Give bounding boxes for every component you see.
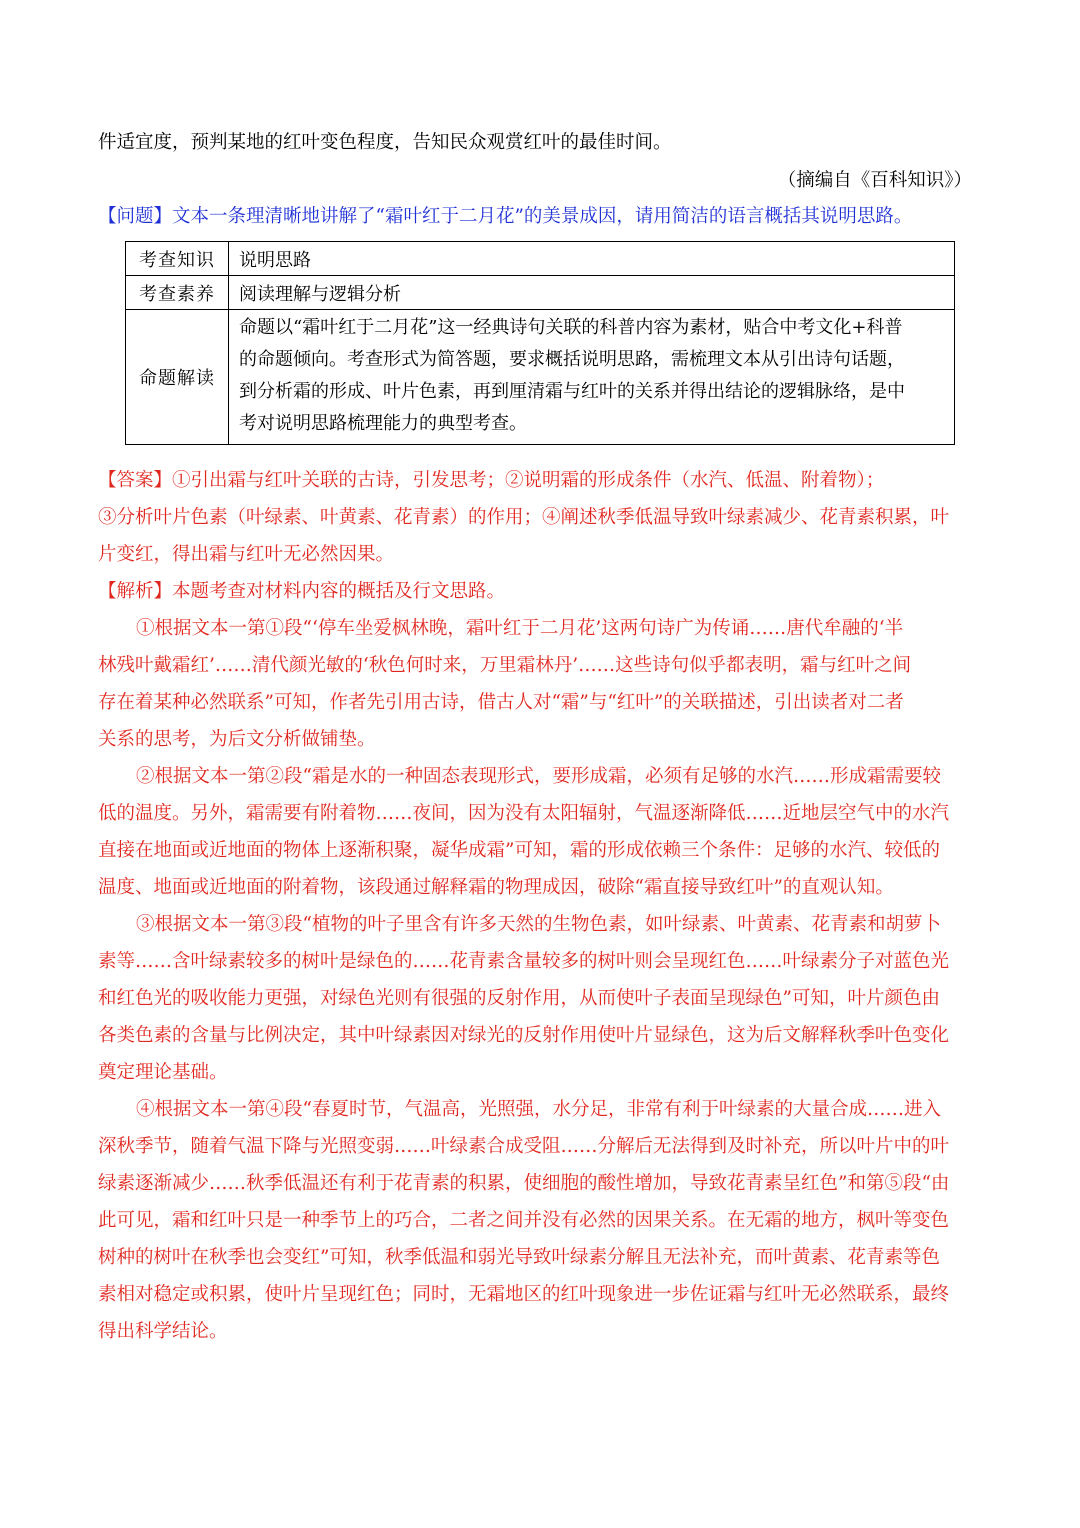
table-value: 阅读理解与逻辑分析 <box>229 276 955 310</box>
table-value-line: 的命题倾向。考查形式为简答题，要求概括说明思路，需梳理文本从引出诗句话题， <box>239 349 905 370</box>
answer-line: 片变红，得出霜与红叶无必然因果。 <box>98 544 395 565</box>
answer-line <box>98 462 982 499</box>
analysis-line: 素相对稳定或积累，使叶片呈现红色；同时，无霜地区的红叶现象进一步佐证霜与红叶无必然联系，最终 <box>98 1284 950 1305</box>
analysis-line: ①根据文本一第①段“‘停车坐爱枫林晚，霜叶红于二月花’这两句诗广为传诵……唐代牟融的‘半 <box>136 618 904 639</box>
analysis-intro: 本题考查对材料内容的概括及行文思路。 <box>172 581 506 602</box>
analysis-line: ②根据文本一第②段“霜是水的一种固态表现形式，要形成霜，必须有足够的水汽……形成霜需要较 <box>136 766 941 787</box>
table-row <box>126 310 955 445</box>
analysis-line: 温度、地面或近地面的附着物，该段通过解释霜的物理成因，破除“霜直接导致红叶”的直观认知。 <box>98 877 894 898</box>
analysis-line: 奠定理论基础。 <box>98 1062 228 1083</box>
analysis-line: 直接在地面或近地面的物体上逐渐积聚，凝华成霜”可知，霜的形成依赖三个条件：足够的水汽、较低的 <box>98 840 940 861</box>
analysis-intro-line <box>98 573 982 610</box>
analysis-line: 此可见，霜和红叶只是一种季节上的巧合，二者之间并没有必然的因果关系。在无霜的地方，枫叶等变色 <box>98 1210 950 1231</box>
source-citation: （摘编自《百科知识》） <box>777 170 972 191</box>
analysis-line: ④根据文本一第④段“春夏时节，气温高，光照强，水分足，非常有利于叶绿素的大量合成……进入 <box>136 1099 941 1120</box>
table-value-line: 考对说明思路梳理能力的典型考查。 <box>239 413 527 434</box>
table-value-line: 到分析霜的形成、叶片色素，再到厘清霜与红叶的关系并得出结论的逻辑脉络，是中 <box>239 381 905 402</box>
analysis-line: 素等……含叶绿素较多的树叶是绿色的……花青素含量较多的树叶则会呈现红色……叶绿素分子对蓝色光 <box>98 951 950 972</box>
answer-line: ③分析叶片色素（叶绿素、叶黄素、花青素）的作用；④阐述秋季低温导致叶绿素减少、花青素积累，叶 <box>98 507 950 528</box>
analysis-line: 存在着某种必然联系”可知，作者先引用古诗，借古人对“霜”与“红叶”的关联描述，引出读者对二者 <box>98 692 904 713</box>
table-value-multiline <box>229 310 955 445</box>
table-key: 命题解读 <box>126 310 229 445</box>
question-text: 文本一条理清晰地讲解了“霜叶红于二月花”的美景成因，请用简洁的语言概括其说明思路。 <box>172 206 913 227</box>
analysis-line: 关系的思考，为后文分析做铺垫。 <box>98 729 376 750</box>
table-key: 考查知识 <box>126 242 229 276</box>
analysis-line: ③根据文本一第③段“植物的叶子里含有许多天然的生物色素，如叶绿素、叶黄素、花青素和胡萝卜 <box>136 914 941 935</box>
analysis-line: 和红色光的吸收能力更强，对绿色光则有很强的反射作用，从而使叶子表面呈现绿色”可知，叶片颜色由 <box>98 988 940 1009</box>
analysis-line: 树种的树叶在秋季也会变红”可知，秋季低温和弱光导致叶绿素分解且无法补充，而叶黄素、花青素等色 <box>98 1247 940 1268</box>
answer-text: ①引出霜与红叶关联的古诗，引发思考；②说明霜的形成条件（水汽、低温、附着物）； <box>172 470 885 491</box>
table-value-line: 命题以“霜叶红于二月花”这一经典诗句关联的科普内容为素材，贴合中考文化+科普 <box>239 317 903 338</box>
analysis-line: 得出科学结论。 <box>98 1321 228 1342</box>
question-line <box>98 198 982 235</box>
table-key: 考查素养 <box>126 276 229 310</box>
question-tag: 【问题】 <box>98 206 173 227</box>
table-row <box>126 242 955 276</box>
analysis-line: 各类色素的含量与比例决定，其中叶绿素因对绿光的反射作用使叶片显绿色，这为后文解释秋季叶色变化 <box>98 1025 950 1046</box>
analysis-line: 林残叶戴霜红’……清代颜光敏的‘秋色何时来，万里霜林丹’……这些诗句似乎都表明，霜与红叶之间 <box>98 655 912 676</box>
analysis-line: 绿素逐渐减少……秋季低温还有利于花青素的积累，使细胞的酸性增加，导致花青素呈红色”和第⑤段“由 <box>98 1173 950 1194</box>
top-text-line: 件适宜度，预判某地的红叶变色程度，告知民众观赏红叶的最佳时间。 <box>98 132 672 153</box>
table-row <box>126 276 955 310</box>
answer-tag: 【答案】 <box>98 470 173 491</box>
analysis-line: 深秋季节，随着气温下降与光照变弱……叶绿素合成受阻……分解后无法得到及时补充，所以叶片中的叶 <box>98 1136 950 1157</box>
analysis-tag: 【解析】 <box>98 581 173 602</box>
info-table <box>125 241 955 445</box>
analysis-line: 低的温度。另外，霜需要有附着物……夜间，因为没有太阳辐射，气温逐渐降低……近地层空气中的水汽 <box>98 803 950 824</box>
table-value: 说明思路 <box>229 242 955 276</box>
